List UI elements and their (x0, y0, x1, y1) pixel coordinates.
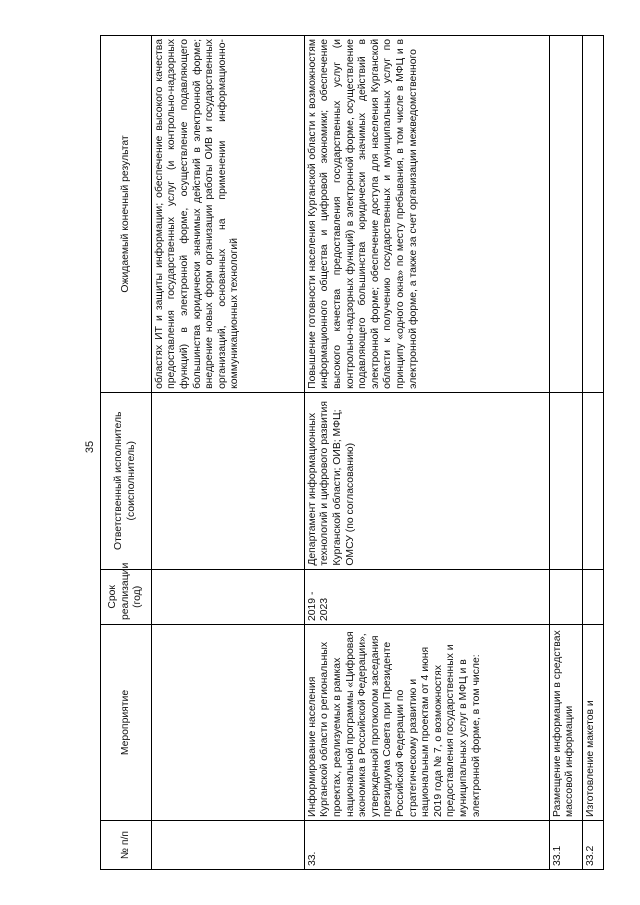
cell-event: Информирование населения Курганской области о региональных проектах, реализуемых в рамках национальной программы «Цифровая экономика в Российской Федерации», утвержденной протоколом заседания президиума Совета при Президенте Российской Федерации по стратегическому развитию и национальным проектам от 4 июня 2019 года № 7, о возможностях предоставления государственных и муниципальных услуг в МФЦ и в электронной форме, в том числе: (304, 625, 549, 821)
table-row (304, 36, 549, 870)
cell-responsible: Департамент информационных технологий и цифрового развития Курганской области; ОИВ; МФЦ; ОМСУ (по согласованию) (304, 392, 549, 569)
cell-responsible (151, 392, 304, 569)
table-row (582, 36, 603, 870)
cell-event (151, 625, 304, 821)
document-page (100, 35, 640, 870)
cell-outcome (582, 36, 603, 393)
cell-outcome: Повышение готовности населения Курганской области к возможностям информационного общества и цифровой экономики; обеспечение высокого качества предоставления государственных услуг (и контрольно-надзорных функций) в электронной форме, осуществление подавляющего большинства юридически значимых действий в электронной форме; обеспечение доступа для населения Курганской области к получению государственных и муниципальных услуг по принципу «одного окна» по месту пребывания, в том числе в МФЦ и в электронной форме, а также за счет организации межведомственного (304, 36, 549, 393)
events-table (100, 35, 604, 870)
table-row (151, 36, 304, 870)
cell-period (582, 569, 603, 624)
cell-period (549, 569, 582, 624)
cell-responsible (549, 392, 582, 569)
header-outcome: Ожидаемый конечный результат (101, 36, 152, 393)
table-header-row (101, 36, 152, 870)
header-responsible: Ответственный исполнитель (соисполнитель) (101, 392, 152, 569)
cell-event: Изготовление макетов и (582, 625, 603, 821)
cell-period (151, 569, 304, 624)
cell-period: 2019 - 2023 (304, 569, 549, 624)
cell-num: 33.2 (582, 821, 603, 870)
cell-responsible (582, 392, 603, 569)
table-row (549, 36, 582, 870)
page-number: 35 (84, 440, 97, 454)
cell-outcome: областях ИТ и защиты информации; обеспечение высокого качества предоставления государственных услуг (и контрольно-надзорных функций) в электронной форме, осуществление подавляющего большинства юридически значимых действий в электронной форме; внедрение новых форм организации работы ОИВ и государственных организаций, основанных на применении информационно-коммуникационных технологий (151, 36, 304, 393)
header-event: Мероприятие (101, 625, 152, 821)
cell-num: 33. (304, 821, 549, 870)
cell-num (151, 821, 304, 870)
cell-num: 33.1 (549, 821, 582, 870)
header-period: Срок реализации (год) (101, 569, 152, 624)
cell-event: Размещение информации в средствах массовой информации (549, 625, 582, 821)
header-num: № п/п (101, 821, 152, 870)
cell-outcome (549, 36, 582, 393)
